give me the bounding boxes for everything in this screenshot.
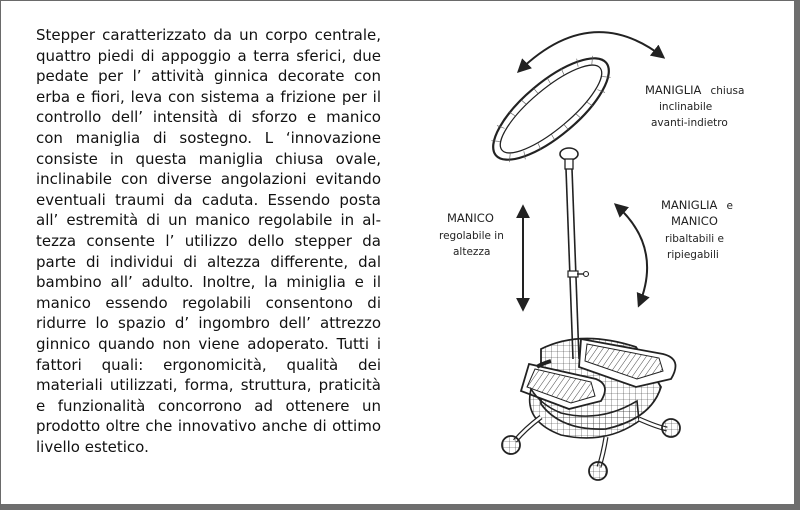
telescopic-pole — [566, 169, 589, 359]
label-maniglia-manico — [661, 194, 733, 261]
label-manico — [439, 211, 504, 258]
svg-text:MANICO: MANICO — [447, 211, 494, 225]
svg-text:inclinabile: inclinabile — [659, 101, 713, 113]
svg-text:MANICO: MANICO — [671, 214, 718, 228]
svg-text:MANIGLIA chiusa: MANIGLIA chiusa — [645, 83, 745, 97]
svg-text:ribaltabili e: ribaltabili e — [665, 233, 725, 245]
svg-text:regolabile in: regolabile in — [439, 230, 504, 242]
svg-text:MANIGLIA e: MANIGLIA e — [661, 198, 733, 212]
fold-arrow — [616, 205, 647, 305]
handle-pivot — [560, 148, 578, 160]
description-paragraph: Stepper caratterizzato da un corpo centrale, quattro piedi di appoggio a terra sferici, due pedate per l’ attività ginnica decorate con erba e fiori, leva con sistema a frizione per il controllo dell’ intensità di sforzo e manico con maniglia di sostegno. L ‘innovazione consiste in questa maniglia chiusa ovale, inclinabile con diverse angolazioni evitando eventuali traumi da caduta. Essendo posta all’ estremità di un manico regolabile in altezza consente l’ utilizzo dello stepper da parte di individui di altezza differente, dal bambino all’ adulto. Inoltre, la miniglia e il manico essendo regolabili consentono di ridurre lo spazio d’ ingombro dell’ attrezzo ginnico quando non viene adoperato. Tutti i fattori quali: ergonomicità, qualità dei materiali utilizzati, forma, struttura, praticità e funzionalità concorrono ad ottenere un prodotto oltre che innovativo anche di ottimo livello estetico. — [36, 26, 381, 456]
label-maniglia — [645, 79, 744, 129]
svg-text:avanti-indietro: avanti-indietro — [651, 117, 728, 129]
oval-handle — [478, 42, 623, 176]
stepper-illustration — [401, 9, 793, 501]
svg-text:altezza: altezza — [453, 246, 491, 258]
svg-text:ripiegabili: ripiegabili — [667, 249, 719, 261]
